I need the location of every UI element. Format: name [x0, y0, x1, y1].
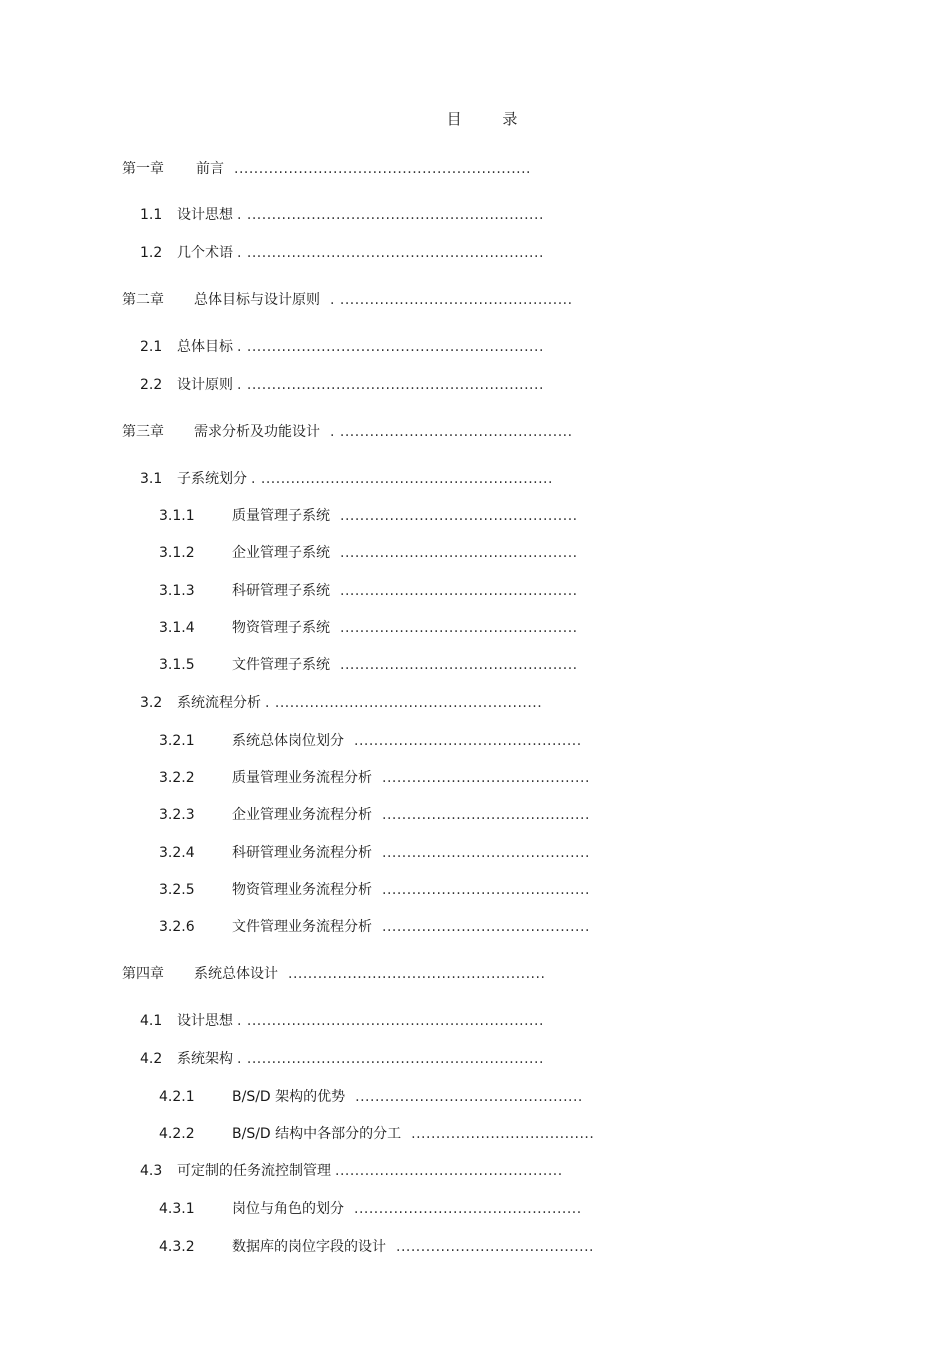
toc-entry-leader: ................................................: [340, 508, 578, 524]
toc-entry[interactable]: [159, 804, 590, 824]
toc-entry-text: 企业管理子系统: [232, 545, 330, 561]
toc-entry-number: 1.2: [140, 245, 163, 261]
toc-entry-leader: ............................................................: [234, 161, 532, 177]
toc-entry-leader: . ............................................................: [237, 245, 544, 261]
toc-entry-leader: ................................................: [340, 545, 578, 561]
toc-entry[interactable]: [159, 916, 590, 936]
toc-entry-leader: ................................................: [340, 657, 578, 673]
toc-entry-text: 可定制的任务流控制管理: [177, 1163, 331, 1179]
toc-entry-number: 3.2: [140, 695, 163, 711]
toc-entry[interactable]: [122, 289, 573, 309]
toc-entry[interactable]: [159, 1236, 594, 1256]
toc-entry-text: 质量管理业务流程分析: [232, 770, 372, 786]
toc-entry-number: 2.1: [140, 339, 163, 355]
toc-entry-number: 4.3.2: [159, 1239, 195, 1255]
toc-entry-number: 3.1.3: [159, 583, 195, 599]
toc-entry-leader: . ............................................................: [237, 1013, 544, 1029]
toc-entry-number: 3.1.1: [159, 508, 195, 524]
toc-entry[interactable]: [159, 580, 578, 600]
toc-entry-number: 3.2.2: [159, 770, 195, 786]
toc-entry-leader: ..........................................: [382, 807, 590, 823]
toc-entry-leader: . ............................................................: [237, 207, 544, 223]
toc-entry-number: 3.2.4: [159, 845, 195, 861]
toc-entry-number: 4.3.1: [159, 1201, 195, 1217]
toc-entry-number: 4.2.1: [159, 1089, 195, 1105]
toc-entry-leader: ..........................................: [382, 770, 590, 786]
toc-entry-text: 数据库的岗位字段的设计: [232, 1239, 386, 1255]
toc-entry-leader: . ............................................................: [237, 339, 544, 355]
toc-entry[interactable]: [140, 336, 544, 356]
toc-entry-text: B/S/D 架构的优势: [232, 1089, 346, 1105]
toc-entry-leader: ..............................................: [354, 1201, 582, 1217]
toc-entry-text: 需求分析及功能设计: [194, 424, 320, 440]
toc-entry-number: 3.1: [140, 471, 163, 487]
toc-entry-number: 3.2.5: [159, 882, 195, 898]
toc-entry[interactable]: [140, 1160, 563, 1180]
toc-entry-text: 物资管理子系统: [232, 620, 330, 636]
toc-entry-number: 3.2.6: [159, 919, 195, 935]
toc-entry-leader: . ......................................................: [265, 695, 543, 711]
toc-entry-number: 1.1: [140, 207, 163, 223]
toc-entry-number: 第一章: [122, 161, 164, 177]
toc-entry[interactable]: [122, 963, 545, 983]
toc-entry-text: 子系统划分: [177, 471, 247, 487]
toc-entry-text: 总体目标与设计原则: [194, 292, 320, 308]
toc-entry-number: 3.1.2: [159, 545, 195, 561]
toc-entry-text: 设计思想: [177, 1013, 233, 1029]
toc-entry-number: 2.2: [140, 377, 163, 393]
toc-entry-text: 物资管理业务流程分析: [232, 882, 372, 898]
toc-entry-text: 质量管理子系统: [232, 508, 330, 524]
toc-entry-leader: ................................................: [340, 583, 578, 599]
toc-entry-text: 科研管理子系统: [232, 583, 330, 599]
toc-entry-leader: ..............................................: [354, 733, 582, 749]
toc-entry-leader: . ...........................................................: [251, 471, 553, 487]
toc-entry[interactable]: [140, 204, 544, 224]
toc-entry-leader: . ............................................................: [237, 377, 544, 393]
toc-entry-text: 系统架构: [177, 1051, 233, 1067]
toc-entry-number: 4.2: [140, 1051, 163, 1067]
toc-entry[interactable]: [122, 421, 573, 441]
toc-entry-text: 系统流程分析: [177, 695, 261, 711]
toc-entry-text: 设计思想: [177, 207, 233, 223]
toc-entry-leader: . ...............................................: [330, 292, 573, 308]
toc-entry-number: 第四章: [122, 966, 164, 982]
toc-entry[interactable]: [140, 1010, 544, 1030]
toc-entry-leader: ..............................................: [335, 1163, 563, 1179]
toc-entry[interactable]: [140, 692, 542, 712]
toc-entry-number: 4.2.2: [159, 1126, 195, 1142]
toc-entry-text: 几个术语: [177, 245, 233, 261]
toc-title: 目 录: [446, 110, 536, 128]
toc-entry[interactable]: [140, 468, 553, 488]
toc-entry-leader: .....................................: [411, 1126, 595, 1142]
toc-entry-leader: . ...............................................: [330, 424, 573, 440]
toc-entry-leader: ....................................................: [288, 966, 546, 982]
toc-entry-text: 总体目标: [177, 339, 233, 355]
toc-entry-number: 3.2.1: [159, 733, 195, 749]
toc-entry[interactable]: [159, 1198, 582, 1218]
toc-entry[interactable]: [159, 879, 590, 899]
toc-entry-number: 第三章: [122, 424, 164, 440]
toc-entry-leader: ..........................................: [382, 882, 590, 898]
toc-entry[interactable]: [140, 242, 544, 262]
toc-entry-leader: ........................................: [396, 1239, 595, 1255]
toc-entry-number: 3.1.4: [159, 620, 195, 636]
toc-entry[interactable]: [159, 1123, 594, 1143]
toc-entry[interactable]: [159, 730, 582, 750]
toc-entry-number: 3.2.3: [159, 807, 195, 823]
toc-entry-text: 岗位与角色的划分: [232, 1201, 344, 1217]
toc-entry-text: 系统总体岗位划分: [232, 733, 344, 749]
toc-entry-text: 设计原则: [177, 377, 233, 393]
toc-entry[interactable]: [159, 654, 578, 674]
toc-entry-number: 第二章: [122, 292, 164, 308]
toc-entry-text: 文件管理业务流程分析: [232, 919, 372, 935]
toc-entry-leader: ..........................................: [382, 845, 590, 861]
toc-entry-number: 4.3: [140, 1163, 163, 1179]
toc-entry-leader: . ............................................................: [237, 1051, 544, 1067]
toc-entry-leader: ..........................................: [382, 919, 590, 935]
toc-entry[interactable]: [159, 842, 590, 862]
toc-entry-number: 4.1: [140, 1013, 163, 1029]
toc-entry-text: 文件管理子系统: [232, 657, 330, 673]
toc-entry[interactable]: [159, 617, 578, 637]
toc-entry[interactable]: [140, 374, 544, 394]
toc-entry-text: 科研管理业务流程分析: [232, 845, 372, 861]
toc-entry-text: 系统总体设计: [194, 966, 278, 982]
toc-entry-text: B/S/D 结构中各部分的分工: [232, 1126, 402, 1142]
toc-entry-leader: ................................................: [340, 620, 578, 636]
toc-entry-text: 企业管理业务流程分析: [232, 807, 372, 823]
toc-entry-text: 前言: [196, 161, 224, 177]
toc-entry-leader: ..............................................: [355, 1089, 583, 1105]
toc-entry[interactable]: [140, 1048, 544, 1068]
toc-entry[interactable]: [159, 767, 590, 787]
toc-entry-number: 3.1.5: [159, 657, 195, 673]
toc-entry[interactable]: [159, 505, 578, 525]
toc-entry[interactable]: [159, 1086, 583, 1106]
toc-entry[interactable]: [122, 158, 531, 178]
toc-entry[interactable]: [159, 542, 578, 562]
